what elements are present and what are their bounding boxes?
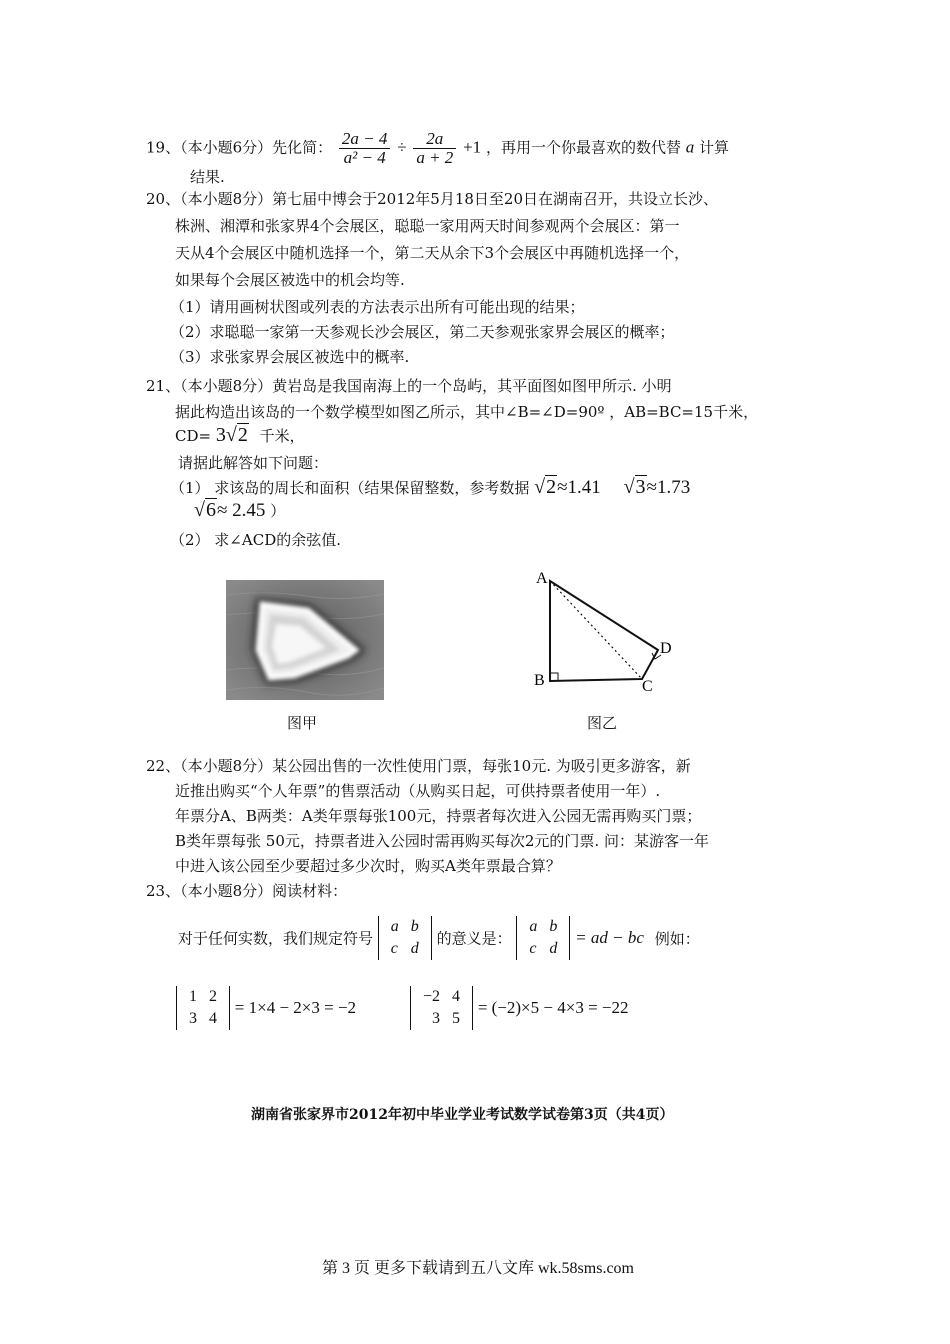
q21-line2: 据此构造出该岛的一个数学模型如图乙所示，其中∠B=∠D=90º ，AB=BC=15千米， (175, 403, 759, 421)
q21-sub2: （2） 求∠ACD的余弦值. (170, 531, 341, 549)
q20-line3: 天从4个会展区中随机选择一个，第二天从余下3个会展区中再随机选择一个， (175, 244, 690, 262)
q19-line2: 结果. (190, 168, 225, 186)
figure-island-photo (226, 580, 384, 700)
q19 (146, 130, 729, 167)
figure-quadrilateral (528, 565, 678, 695)
q21-cd-sqrt: √2 (225, 424, 248, 446)
exam-footer: 湖南省张家界市2012年初中毕业学业考试数学试卷第3页（共4页） (251, 1107, 674, 1123)
q22-line4: B类年票每张 50元，持票者进入公园时需再购买每次2元的门票. 问：某游客一年 (175, 832, 709, 850)
q19-var: a (685, 137, 695, 157)
q21-line4: 请据此解答如下问题： (178, 454, 329, 472)
q20-sub1: （1）请用画树状图或列表的方法表示出所有可能出现的结果； (170, 298, 585, 316)
point-b: B (534, 672, 545, 689)
q23-example-2 (410, 986, 629, 1030)
quadrilateral-abcd (550, 581, 658, 681)
q22-line1: 22、（本小题8分）某公园出售的一次性使用门票，每张10元. 为吸引更多游客，新 (146, 757, 691, 775)
q21-sub1 (170, 476, 690, 499)
q19-divide: ÷ (397, 137, 407, 157)
q23-definition (178, 916, 700, 960)
q20-sub2: （2）求聪聪一家第一天参观长沙会展区，第二天参观张家界会展区的概率； (170, 323, 675, 341)
q19-fraction-2: $\frac{2a}{a + 2}$ (413, 130, 456, 167)
ref1-sqrt: √2 (534, 476, 557, 498)
q21-sub1-text: （1） 求该岛的周长和面积（结果保留整数，参考数据 (170, 479, 530, 497)
q20-line2: 株洲、湘潭和张家界4个会展区，聪聪一家用两天时间参观两个会展区：第一 (175, 217, 680, 235)
ref2-value: ≈1.73 (646, 477, 691, 498)
q23-meaning: 的意义是： (436, 929, 512, 948)
point-a: A (536, 570, 548, 587)
example-2-matrix: −2 4 3 5 (410, 986, 473, 1030)
q19-tail2: 计算 (699, 138, 730, 157)
determinant-definition: a b c d (516, 916, 570, 960)
fig1-caption: 图甲 (287, 714, 318, 732)
point-d: D (660, 640, 672, 657)
q22-line5: 中进入该公园至少要超过多少次时，购买A类年票最合算？ (175, 857, 561, 875)
q21-cd-unit: 千米， (259, 427, 305, 445)
ref-close: ） (270, 502, 286, 520)
q20-line4: 如果每个会展区被选中的机会均等. (175, 271, 405, 289)
q21-line1: 21、（本小题8分）黄岩岛是我国南海上的一个岛屿，其平面图如图甲所示. 小明 (146, 377, 672, 395)
example-2-result: = (−2)×5 − 4×3 = −22 (477, 998, 629, 1017)
ref1-value: ≈1.41 (557, 477, 601, 498)
example-1-result: = 1×4 − 2×3 = −2 (234, 998, 357, 1017)
q23-intro: 对于任何实数，我们规定符号 (178, 929, 374, 948)
q21-sub1-cont (194, 499, 285, 522)
fig2-caption: 图乙 (587, 714, 618, 732)
q23-example-label: 例如： (654, 929, 700, 948)
point-c: C (642, 678, 653, 695)
q23-line1: 23、（本小题8分）阅读材料： (146, 882, 348, 900)
q19-fraction-1: $\frac{2a - 4}{\text{a² − 4}}$ (339, 130, 390, 167)
ref3-value: ≈ 2.45 (216, 500, 266, 521)
q19-plus-one: +1 (463, 137, 482, 157)
q21-cd-coef: 3 (215, 424, 226, 446)
q22-line2: 近推出购买“个人年票”的售票活动（从购买日起，可供持票者使用一年）. (175, 782, 661, 800)
q21-cd (175, 424, 305, 447)
ref3-sqrt: √6 (194, 499, 216, 521)
q21-cd-label: CD= (175, 427, 212, 445)
q23-example-1 (176, 986, 356, 1030)
ref2-sqrt: √3 (623, 476, 646, 498)
q20-sub3: （3）求张家界会展区被选中的概率. (170, 348, 410, 366)
example-1-matrix: 1 2 3 4 (176, 986, 230, 1030)
right-angle-b (550, 673, 558, 681)
q19-label: 19、（本小题6分）先化简： (146, 138, 333, 157)
determinant-formula: = ad − bc (575, 928, 644, 947)
page-footer: 第 3 页 更多下载请到五八文库 wk.58sms.com (322, 1260, 635, 1277)
q19-tail: ，再用一个你最喜欢的数代替 (485, 138, 681, 157)
determinant-symbol: a b c d (378, 916, 432, 960)
q20-line1: 20、（本小题8分）第七届中博会于2012年5月18日至20日在湖南召开，共设立长沙、 (146, 190, 719, 208)
q22-line3: 年票分A、B两类：A类年票每张100元，持票者每次进入公园无需再购买门票； (175, 807, 702, 825)
